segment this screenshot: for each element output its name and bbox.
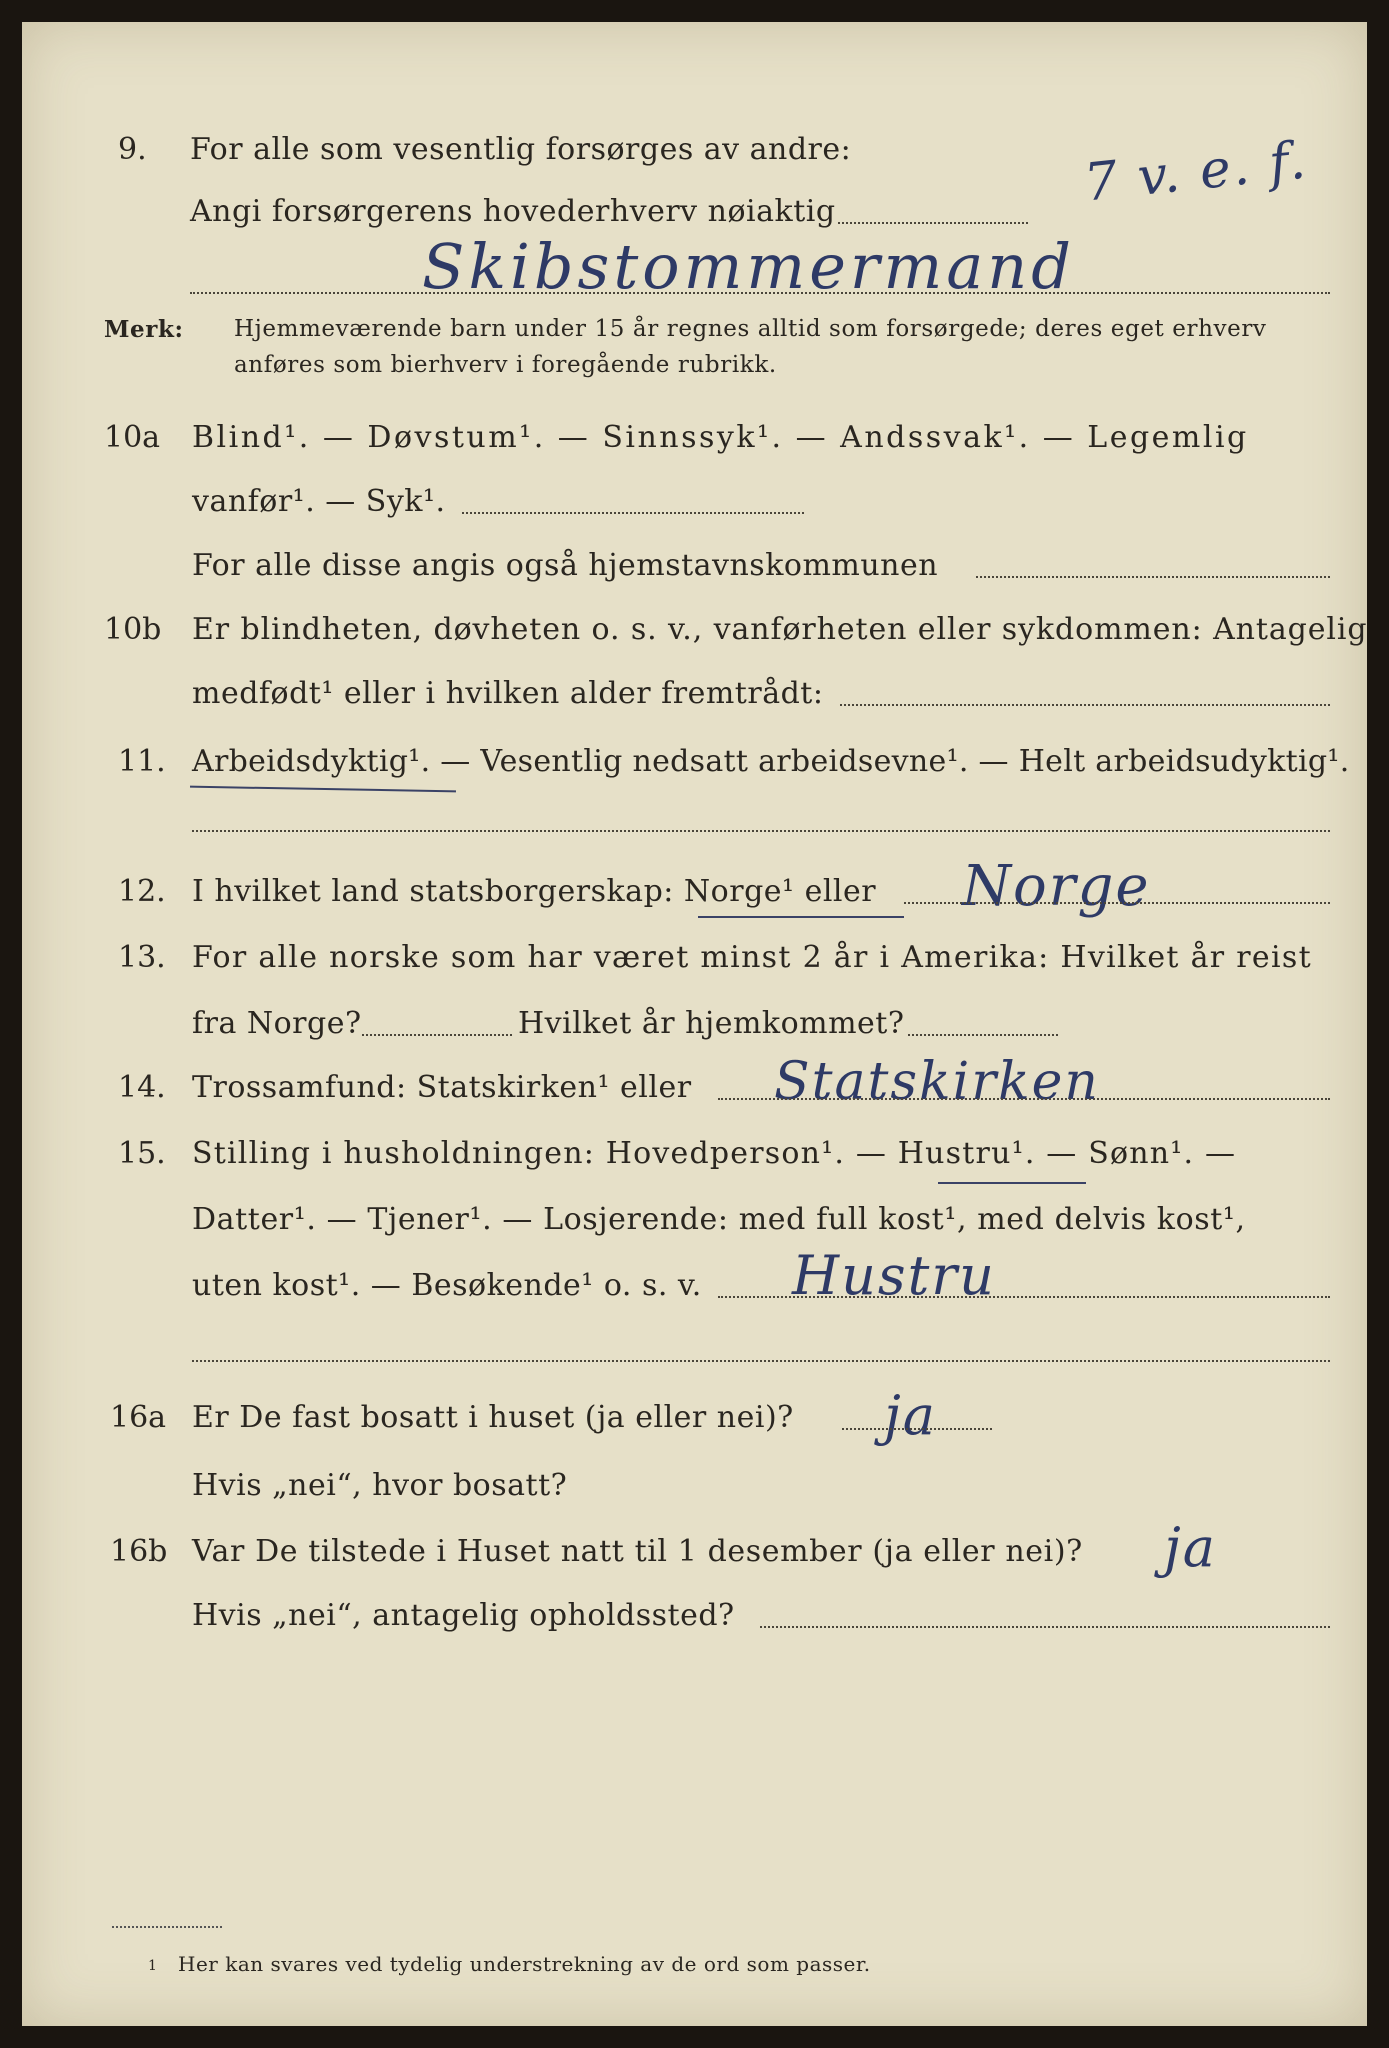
q16b-line1: Var De tilstede i Huset natt til 1 desember (ja eller nei)? [192,1534,1083,1569]
q9-handwritten-answer: Skibstommermand [422,230,1075,303]
q9-line2: Angi forsørgerens hovederhverv nøiaktig [190,194,836,229]
q10b-dotted-line [840,704,1330,706]
footnote-rule [112,1926,222,1928]
q9-line1: For alle som vesentlig forsørges av andre: [190,132,852,167]
q10a-line3: For alle disse angis også hjemstavnskommunen [192,548,939,583]
q10b-line1: Er blindheten, døvheten o. s. v., vanførheten eller sykdommen: Antagelig [192,612,1368,647]
q9-answer-line [190,292,1330,294]
note-line2: anføres som bierhverv i foregående rubrikk. [234,352,777,378]
q10a-number: 10a [104,420,161,455]
note-label: Merk: [104,316,184,343]
q14-line1: Trossamfund: Statskirken¹ eller [192,1070,692,1105]
q12-handwritten-underline [698,916,904,918]
q15-handwritten-answer: Hustru [792,1244,996,1307]
q12-number: 12. [118,874,166,909]
q15-number: 15. [118,1136,166,1171]
q15-dotted-line [718,1296,1330,1298]
q10a-dotted-line [462,512,804,514]
q10a-line1: Blind¹. — Døvstum¹. — Sinnssyk¹. — Andssvak¹. — Legemlig [192,420,1249,455]
q13-number: 13. [118,940,166,975]
note-line1: Hjemmeværende barn under 15 år regnes alltid som forsørgede; deres eget erhverv [234,316,1267,342]
q16b-dotted-line [760,1626,1330,1628]
q11-handwritten-underline [190,786,456,793]
q10b-line2: medfødt¹ eller i hvilken alder fremtrådt: [192,676,824,711]
q16a-number: 16a [110,1400,167,1435]
q16b-number: 16b [110,1534,168,1569]
q15-line1: Stilling i husholdningen: Hovedperson¹. — Hustru¹. — Sønn¹. — [192,1136,1237,1171]
q15-line3: uten kost¹. — Besøkende¹ o. s. v. [192,1268,702,1303]
q16a-dotted-line [842,1428,992,1430]
q16b-handwritten-answer: ja [1164,1516,1217,1579]
q13-departure-dotted-line [362,1034,512,1036]
q9-dotted-line [838,222,1028,224]
q16b-line2: Hvis „nei“, antagelig opholdssted? [192,1598,735,1633]
q15-line2: Datter¹. — Tjener¹. — Losjerende: med full kost¹, med delvis kost¹, [192,1202,1246,1237]
q9-number: 9. [118,132,147,167]
q10b-number: 10b [104,612,162,647]
q15-handwritten-underline [938,1182,1086,1184]
q12-line1: I hvilket land statsborgerskap: Norge¹ eller [192,874,877,909]
q13-return-dotted-line [908,1034,1058,1036]
q15-extra-dotted-line [192,1360,1330,1362]
q13-line2a: fra Norge? [192,1006,362,1041]
q14-dotted-line [718,1098,1330,1100]
footnote-text: Her kan svares ved tydelig understrekning av de ord som passer. [178,1952,871,1976]
q12-dotted-line [904,902,1330,904]
q13-line1: For alle norske som har været minst 2 år i Amerika: Hvilket år reist [192,940,1312,975]
q13-line2b: Hvilket år hjemkommet? [518,1006,905,1041]
q10a-line2: vanfør¹. — Syk¹. [192,484,446,519]
q14-handwritten-answer: Statskirken [774,1052,1100,1112]
q11-dotted-line [192,830,1330,832]
footnote-mark: 1 [148,1958,158,1974]
q10a-home-dotted-line [976,576,1330,578]
census-form-page [22,22,1367,2026]
q9-handwritten-note: 7 v. e. f. [1081,130,1311,214]
q16a-line2: Hvis „nei“, hvor bosatt? [192,1468,568,1503]
q16a-handwritten-answer: ja [884,1384,937,1447]
q11-number: 11. [118,744,166,779]
q12-handwritten-answer: Norge [962,854,1151,919]
q16a-line1: Er De fast bosatt i huset (ja eller nei)? [192,1400,794,1435]
q14-number: 14. [118,1070,166,1105]
q11-line1: Arbeidsdyktig¹. — Vesentlig nedsatt arbeidsevne¹. — Helt arbeidsudyktig¹. [192,744,1350,779]
